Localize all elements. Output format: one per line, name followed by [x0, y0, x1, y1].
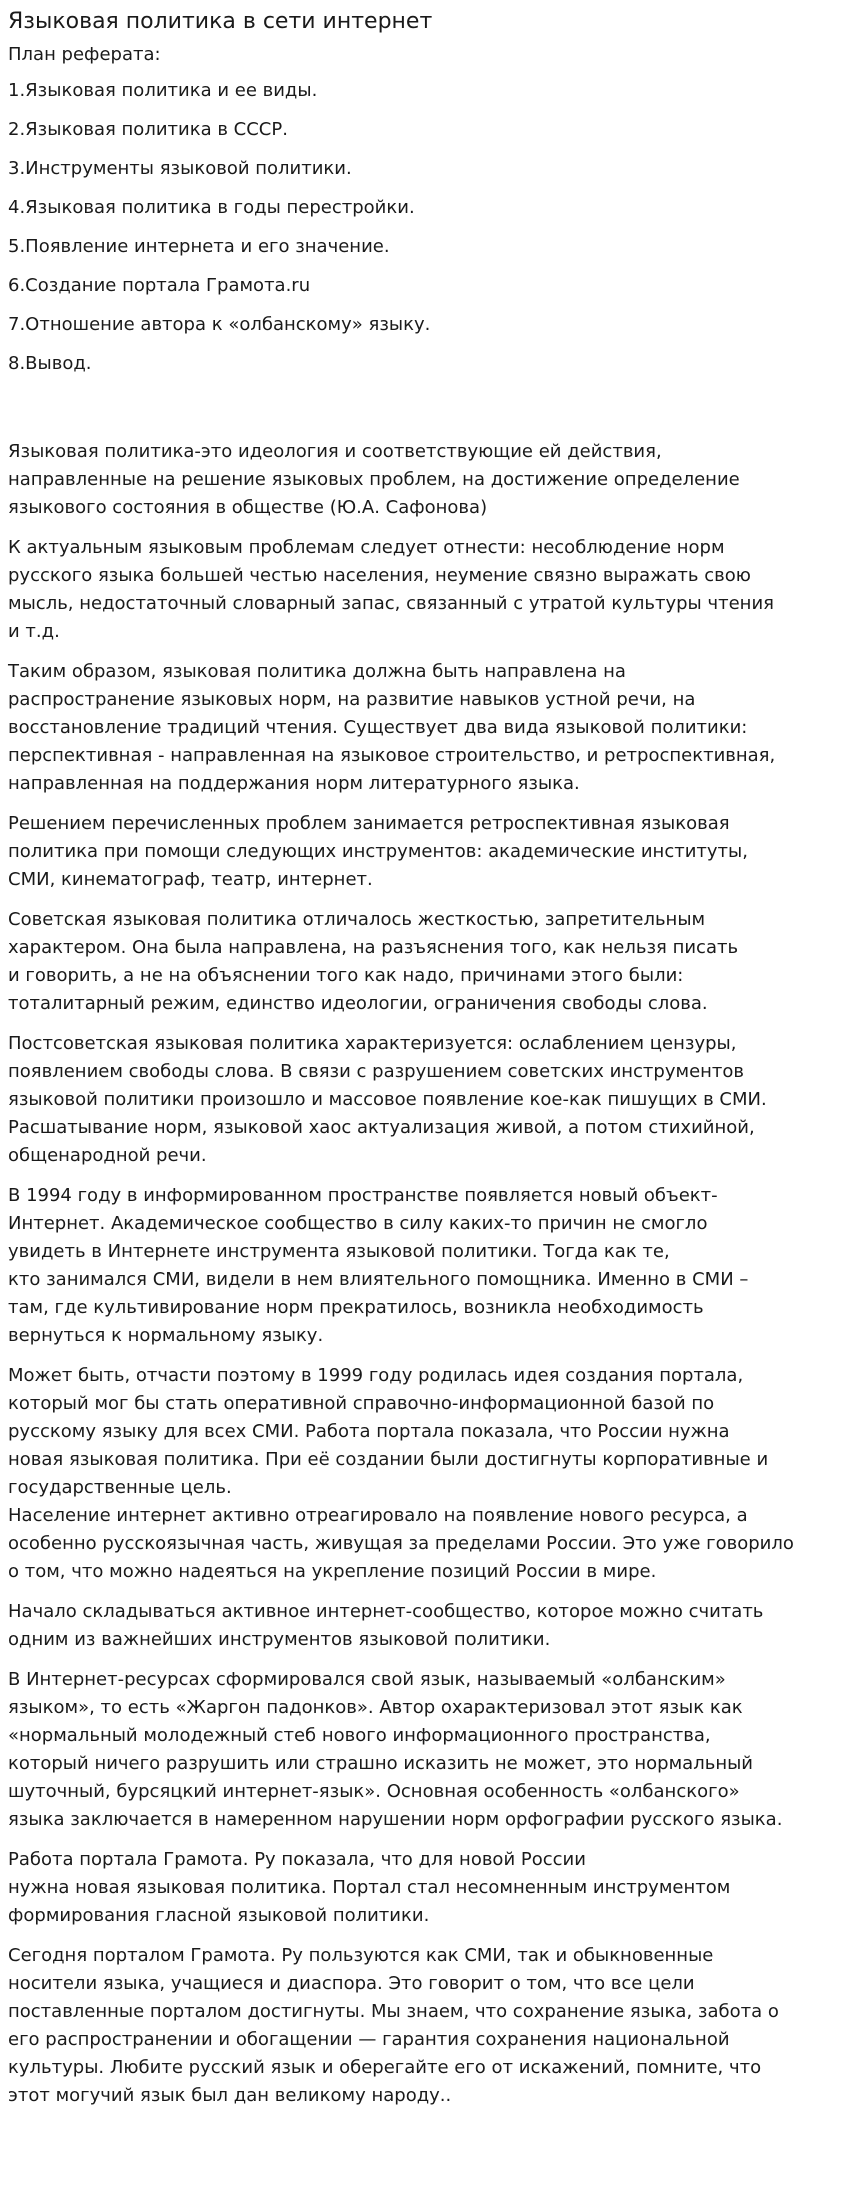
paragraph-instruments: Решением перечисленных проблем занимается ретроспективная языковая политика при помощи следующих инструментов: академические институты, СМИ, кинематограф, театр, интернет. — [8, 813, 748, 890]
plan-item: 2.Языковая политика в СССР. — [8, 119, 288, 140]
plan-item: 8.Вывод. — [8, 353, 92, 374]
paragraph-olbansky-language: В Интернет-ресурсах сформировался свой язык, называемый «олбанским» языком», то есть «Жаргон падонков». Автор охарактеризовал этот язык как «нормальный молодежный стеб нового информационного пространства, который ничего разрушить или страшно исказить не может, это нормальный шуточный, бурсяцкий интернет-язык». Основная особенность «олбанского» языка заключается в намеренном нарушении норм орфографии русского языка. — [8, 1669, 783, 1830]
paragraph-portal-1999: Может быть, отчасти поэтому в 1999 году родилась идея создания портала, который мог бы стать оперативной справочно-информационной базой по русскому языку для всех СМИ. Работа портала показала, что России нужна новая языковая политика. При её создании были достигнуты корпоративные и государственные цель. — [8, 1365, 769, 1498]
paragraph-soviet-policy: Советская языковая политика отличалось жесткостью, запретительным характером. Она была направлена, на разъяснения того, как нельзя писать и говорить, а не на объяснении того как надо, причинами этого были: тоталитарный режим, единство идеологии, ограничения свободы слова. — [8, 909, 739, 1014]
plan-item: 1.Языковая политика и ее виды. — [8, 80, 318, 101]
plan-item: 4.Языковая политика в годы перестройки. — [8, 197, 415, 218]
section-spacer — [8, 392, 838, 438]
paragraph-problems: К актуальным языковым проблемам следует отнести: несоблюдение норм русского языка большей честью населения, неумение связно выражать свою мысль, недостаточный словарный запас, связанный с утратой культуры чтения и т.д. — [8, 537, 774, 642]
document — [8, 8, 838, 2122]
plan-heading: План реферата: — [8, 44, 161, 65]
paragraph-policy-types: Таким образом, языковая политика должна быть направлена на распространение языковых норм, на развитие навыков устной речи, на восстановление традиций чтения. Существует два вида языковой политики: перспективная - направленная на языковое строительство, и ретроспективная, направленная на поддержания норм литературного языка. — [8, 661, 776, 794]
plan-list — [8, 80, 838, 375]
plan-item: 5.Появление интернета и его значение. — [8, 236, 390, 257]
paragraph-definition: Языковая политика-это идеология и соответствующие ей действия, направленные на решение языковых проблем, на достижение определение языкового состояния в обществе (Ю.А. Сафонова) — [8, 441, 740, 518]
paragraph-gramota-work: Работа портала Грамота. Ру показала, что для новой России нужна новая языковая политика. Портал стал несомненным инструментом формирования гласной языковой политики. — [8, 1849, 731, 1926]
document-title: Языковая политика в сети интернет — [8, 9, 433, 34]
paragraph-internet-audience: Население интернет активно отреагировало на появление нового ресурса, а особенно русскоязычная часть, живущая за пределами России. Это уже говорило о том, что можно надеяться на укрепление позиций России в мире. — [8, 1505, 794, 1582]
paragraph-conclusion: Сегодня порталом Грамота. Ру пользуются как СМИ, так и обыкновенные носители языка, учащиеся и диаспора. Это говорит о том, что все цели поставленные порталом достигнуты. Мы знаем, что сохранение языка, забота о его распространении и обогащении — гарантия сохранения национальной культуры. Любите русский язык и оберегайте его от искажений, помните, что этот могучий язык был дан великому народу.. — [8, 1945, 779, 2106]
paragraph-internet-community: Начало складываться активное интернет-сообщество, которое можно считать одним из важнейших инструментов языковой политики. — [8, 1601, 764, 1650]
paragraph-post-soviet-policy: Постсоветская языковая политика характеризуется: ослаблением цензуры, появлением свободы слова. В связи с разрушением советских инструментов языковой политики произошло и массовое появление кое-как пишущих в СМИ. Расшатывание норм, языковой хаос актуализация живой, а потом стихийной, общенародной речи. — [8, 1033, 767, 1166]
plan-item: 7.Отношение автора к «олбанскому» языку. — [8, 314, 431, 335]
plan-item: 3.Инструменты языковой политики. — [8, 158, 352, 179]
plan-item: 6.Создание портала Грамота.ru — [8, 275, 311, 296]
paragraph-internet-1994: В 1994 году в информированном пространстве появляется новый объект- Интернет. Академическое сообщество в силу каких-то причин не смогло увидеть в Интернете инструмента языковой политики. Тогда как те, кто занимался СМИ, видели в нем влиятельного помощника. Именно в СМИ – там, где культивирование норм прекратилось, возникла необходимость вернуться к нормальному языку. — [8, 1185, 749, 1346]
